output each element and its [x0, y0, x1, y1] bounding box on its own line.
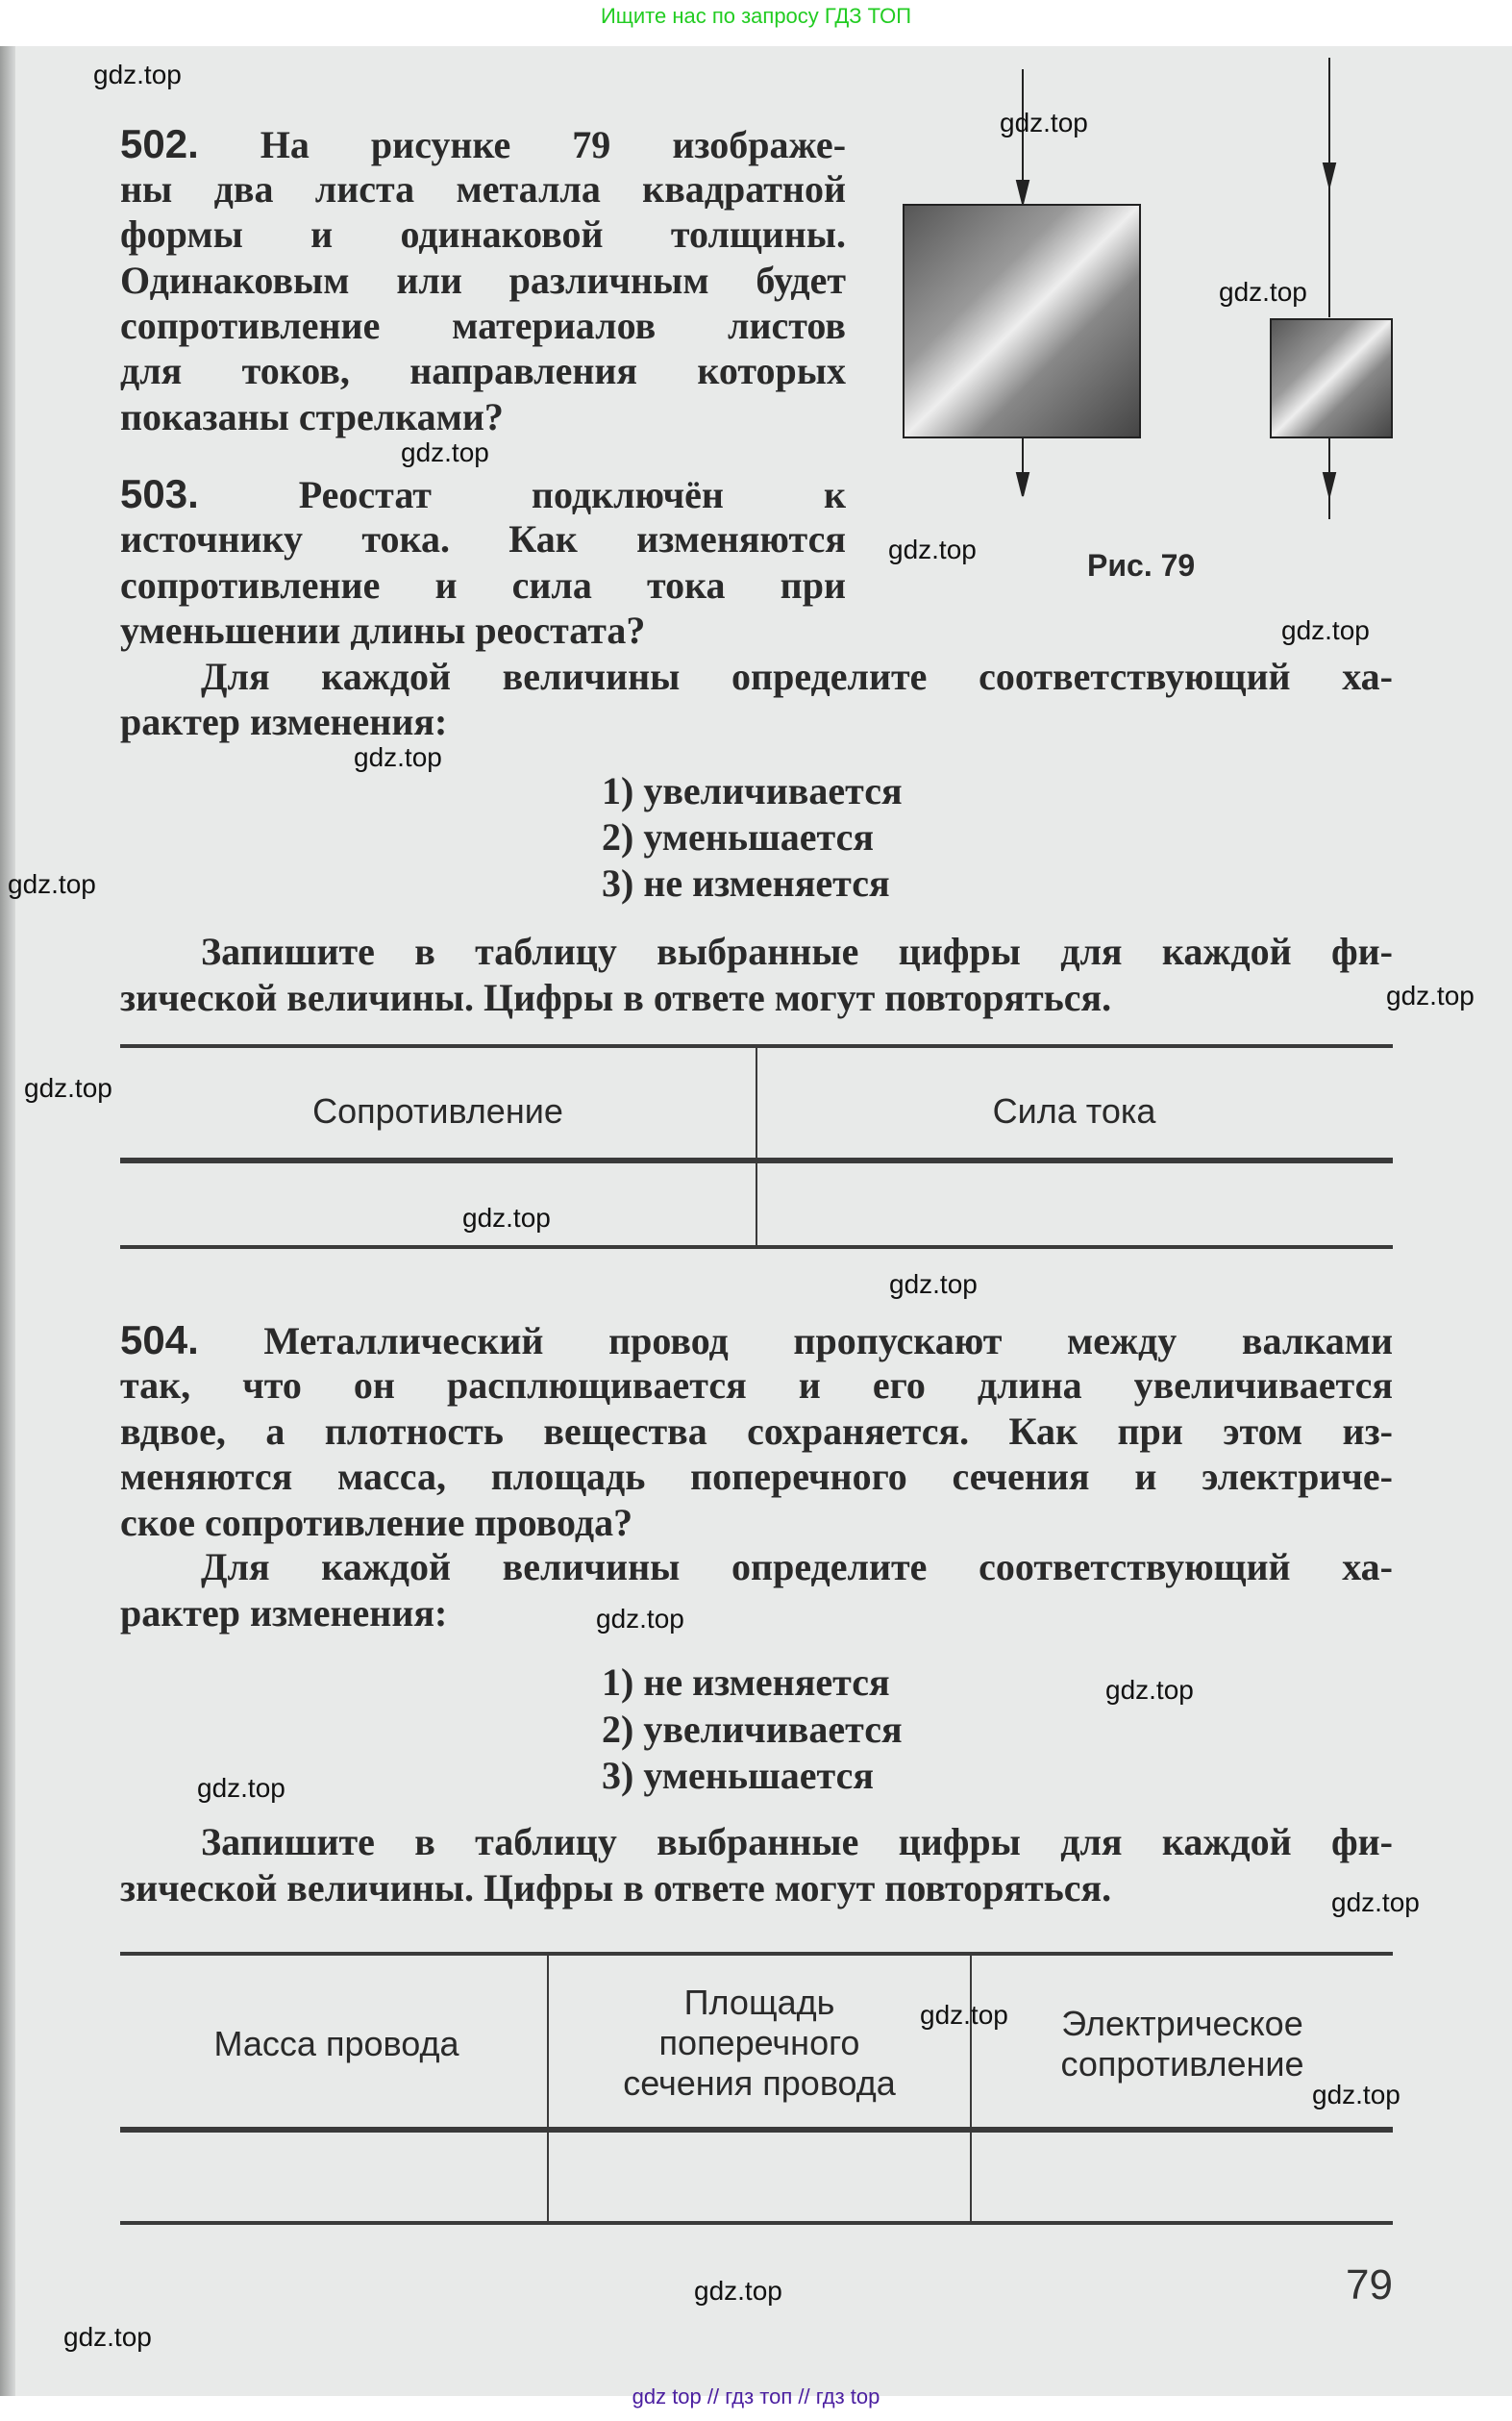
problem-504-line: меняются масса, площадь поперечного сечения и электриче-: [120, 1455, 1393, 1498]
problem-504-line: так, что он расплющивается и его длина увеличивается: [120, 1363, 1393, 1407]
problem-502-line: ны два листа металла квадратной: [120, 167, 846, 211]
watermark: gdz.top: [920, 2000, 1008, 2030]
answer-cell-current[interactable]: [761, 1165, 1386, 1242]
option-item: 1) не изменяется: [602, 1660, 890, 1704]
instruction-line: Запишите в таблицу выбранные цифры для каждой фи-: [201, 1820, 1393, 1863]
table-divider: [756, 1046, 757, 1248]
watermark: gdz.top: [1105, 1675, 1194, 1705]
search-banner[interactable]: Ищите нас по запросу ГДЗ ТОП: [600, 4, 912, 28]
instruction-line: зической величины. Цифры в ответе могут повторяться.: [120, 1866, 1112, 1909]
problem-503-line: уменьшении длины реостата?: [120, 609, 646, 652]
watermark: gdz.top: [1219, 277, 1307, 307]
problem-502-line: сопротивление материалов листов: [120, 304, 846, 347]
table-header-area: Площадь поперечного сечения провода: [623, 1983, 896, 2103]
footer-links[interactable]: gdz top // гдз топ // гдз top: [632, 2384, 880, 2409]
watermark: gdz.top: [1000, 108, 1088, 137]
problem-502-line: показаны стрелками?: [120, 395, 504, 438]
problem-502-line: для токов, направления которых: [120, 349, 846, 392]
table-header-mass: Масса провода: [213, 2024, 459, 2063]
problem-504-line: ское сопротивление провода?: [120, 1501, 633, 1544]
option-item: 1) увеличивается: [602, 769, 903, 812]
option-item: 2) увеличивается: [602, 1708, 903, 1751]
answer-cell-mass[interactable]: [125, 2134, 543, 2219]
watermark: gdz.top: [93, 60, 182, 89]
problem-502-line: 502. На рисунке 79 изображе-: [120, 121, 847, 166]
watermark: gdz.top: [401, 437, 489, 467]
watermark: gdz.top: [1281, 615, 1370, 645]
problem-number: 503.: [120, 471, 199, 516]
problem-504-line: 504. Металлический провод пропускают между валками: [120, 1317, 1393, 1362]
instruction-line: рактер изменения:: [120, 1591, 448, 1635]
watermark: gdz.top: [354, 742, 442, 772]
table-border: [120, 1952, 1393, 1956]
page-binding-edge: [0, 46, 15, 2396]
watermark: gdz.top: [462, 1203, 551, 1233]
watermark: gdz.top: [197, 1773, 285, 1803]
watermark: gdz.top: [888, 535, 977, 564]
figure-79-metal-sheets: [865, 58, 1442, 538]
table-divider: [970, 1954, 972, 2223]
answer-cell-area[interactable]: [552, 2134, 965, 2219]
instruction-line: Для каждой величины определите соответствующий ха-: [201, 1545, 1393, 1588]
table-divider: [547, 1954, 549, 2223]
problem-503-line: сопротивление и сила тока при: [120, 563, 846, 607]
watermark: gdz.top: [694, 2276, 782, 2306]
option-item: 3) уменьшается: [602, 1754, 875, 1797]
table-border: [120, 2221, 1393, 2225]
watermark: gdz.top: [1312, 2080, 1400, 2109]
watermark: gdz.top: [889, 1269, 978, 1299]
problem-number: 502.: [120, 121, 199, 166]
watermark: gdz.top: [1386, 981, 1475, 1011]
problem-503-line: 503. Реостат подключён к: [120, 471, 847, 516]
answer-cell-resistance[interactable]: [125, 1165, 750, 1242]
problem-number: 504.: [120, 1317, 199, 1362]
problem-504-line: вдвое, а плотность вещества сохраняется. Как при этом из-: [120, 1410, 1393, 1453]
watermark: gdz.top: [596, 1604, 684, 1634]
table-header-current: Сила тока: [992, 1091, 1156, 1131]
instruction-line: Запишите в таблицу выбранные цифры для каждой фи-: [201, 930, 1393, 973]
answer-cell-resistance[interactable]: [975, 2134, 1388, 2219]
problem-503-line: источнику тока. Как изменяются: [120, 517, 846, 561]
current-arrow-icon: [1324, 58, 1335, 519]
table-header-resistance: Электрическое сопротивление: [1060, 2004, 1304, 2084]
table-border: [120, 2127, 1393, 2133]
problem-502-line: формы и одинаковой толщины.: [120, 212, 846, 256]
small-metal-sheet: [1271, 319, 1392, 437]
large-metal-sheet: [904, 205, 1140, 437]
watermark: gdz.top: [8, 869, 96, 899]
watermark: gdz.top: [63, 2322, 152, 2352]
option-item: 3) не изменяется: [602, 861, 890, 905]
instruction-line: зической величины. Цифры в ответе могут повторяться.: [120, 976, 1112, 1019]
instruction-line: рактер изменения:: [120, 700, 448, 743]
option-item: 2) уменьшается: [602, 815, 875, 859]
watermark: gdz.top: [1331, 1887, 1420, 1917]
watermark: gdz.top: [24, 1073, 112, 1103]
figure-caption: Рис. 79: [1087, 548, 1196, 583]
problem-502-line: Одинаковым или различным будет: [120, 259, 846, 302]
instruction-line: Для каждой величины определите соответствующий ха-: [201, 655, 1393, 698]
table-border: [120, 1245, 1393, 1249]
page-number: 79: [1346, 2261, 1393, 2309]
table-header-resistance: Сопротивление: [312, 1091, 563, 1131]
